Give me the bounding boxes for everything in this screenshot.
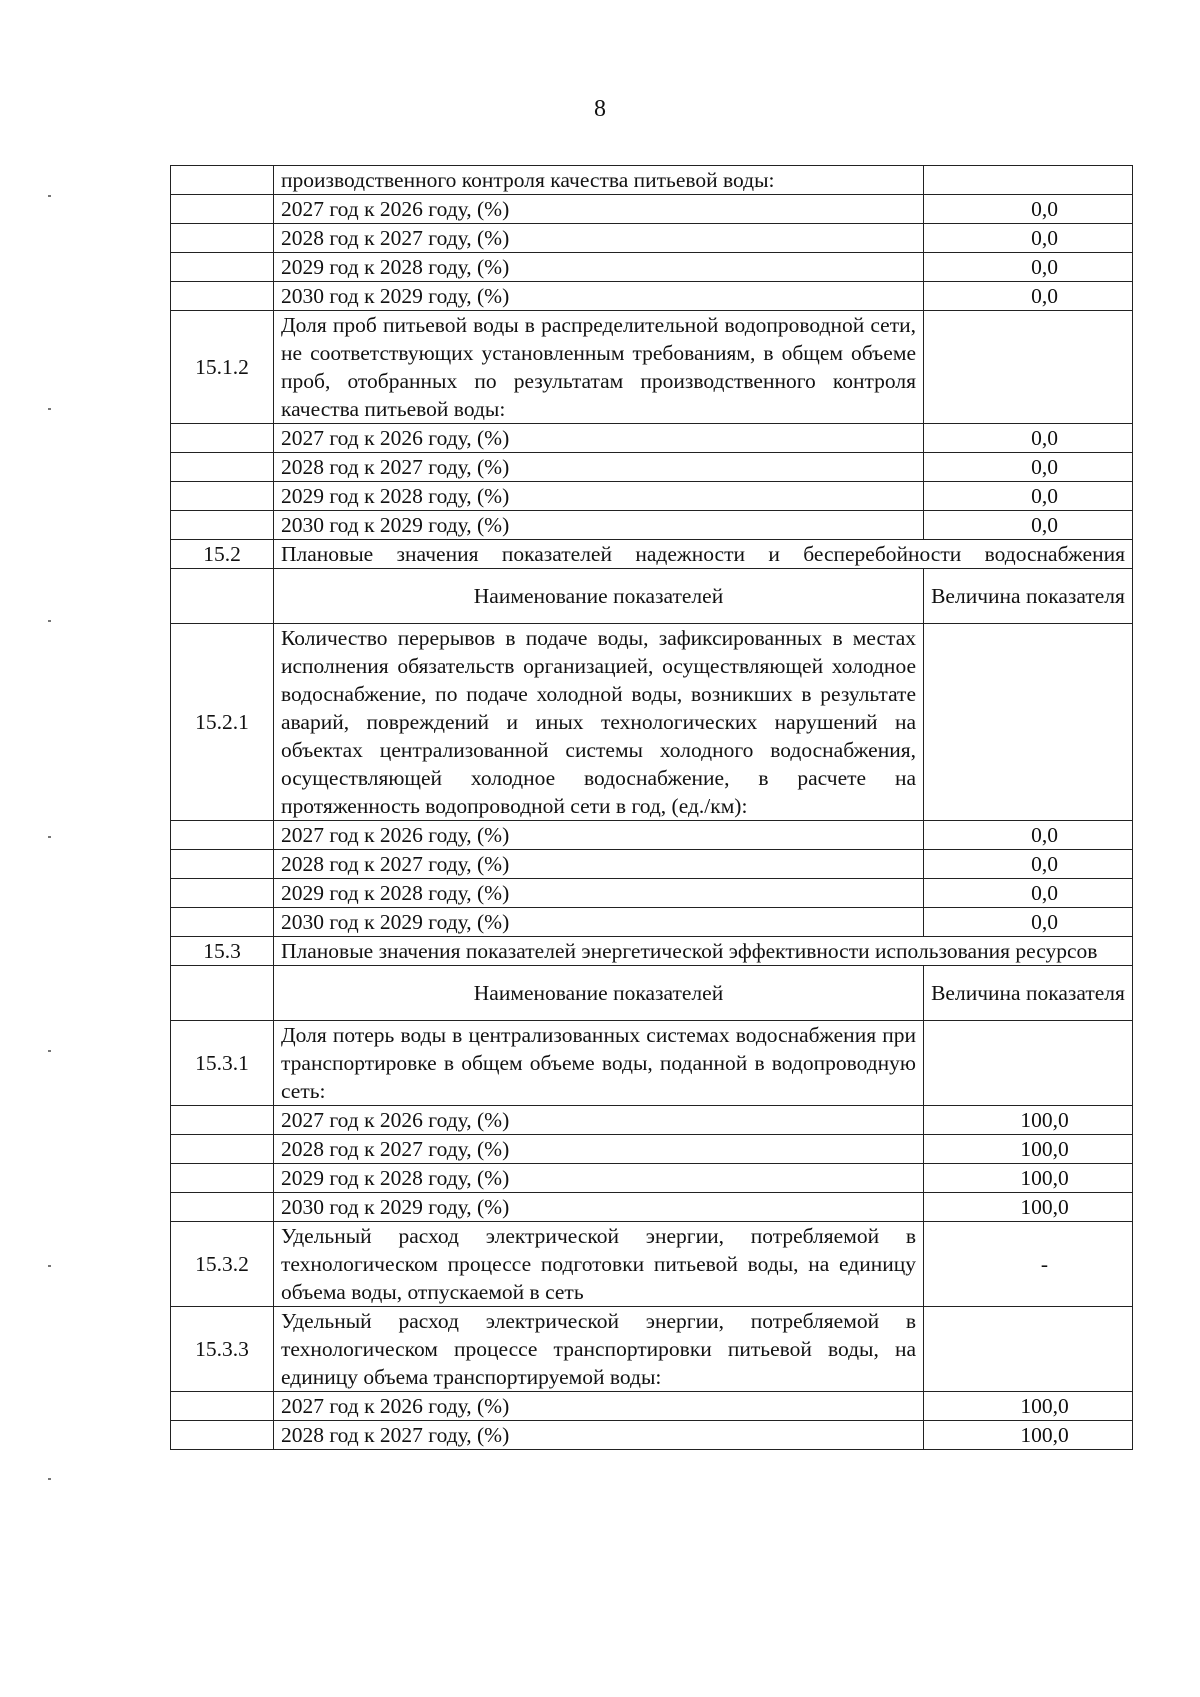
row-indicator-name: 2027 год к 2026 году, (%): [274, 821, 924, 850]
table-row: [171, 224, 1133, 253]
section-row: [171, 937, 1133, 966]
row-number: [171, 1392, 274, 1421]
table-row: [171, 850, 1133, 879]
row-number: [171, 424, 274, 453]
row-value: 100,0: [924, 1193, 1133, 1222]
row-indicator-name: производственного контроля качества питьевой воды:: [274, 166, 924, 195]
row-value: 0,0: [924, 511, 1133, 540]
section-number: 15.2: [171, 540, 274, 569]
row-indicator-name: 2028 год к 2027 году, (%): [274, 1421, 924, 1450]
row-number: [171, 908, 274, 937]
row-number: [171, 195, 274, 224]
table-row: [171, 1164, 1133, 1193]
row-indicator-name: Доля проб питьевой воды в распределительной водопроводной сети, не соответствующих установленным требованиям, в общем объеме проб, отобранных по результатам производственного контроля качества питьевой воды:: [274, 311, 924, 424]
table-row: [171, 908, 1133, 937]
table-row: [171, 482, 1133, 511]
row-indicator-name: 2027 год к 2026 году, (%): [274, 195, 924, 224]
row-value: 0,0: [924, 195, 1133, 224]
row-number: 15.1.2: [171, 311, 274, 424]
table-row: [171, 511, 1133, 540]
row-number: [171, 1135, 274, 1164]
row-indicator-name: 2029 год к 2028 году, (%): [274, 482, 924, 511]
table-row: [171, 1392, 1133, 1421]
row-value: 0,0: [924, 821, 1133, 850]
row-indicator-name: 2029 год к 2028 году, (%): [274, 879, 924, 908]
row-value: 100,0: [924, 1392, 1133, 1421]
header-name: Наименование показателей: [274, 569, 924, 624]
section-row: [171, 540, 1133, 569]
row-number: [171, 1106, 274, 1135]
row-indicator-name: Удельный расход электрической энергии, потребляемой в технологическом процессе подготовки питьевой воды, на единицу объема воды, отпускаемой в сеть: [274, 1222, 924, 1307]
header-row: [171, 569, 1133, 624]
row-number: 15.3.3: [171, 1307, 274, 1392]
row-value: 100,0: [924, 1135, 1133, 1164]
row-value: 100,0: [924, 1164, 1133, 1193]
row-indicator-name: 2030 год к 2029 году, (%): [274, 282, 924, 311]
row-number: [171, 224, 274, 253]
row-value: [924, 624, 1133, 821]
row-value: 100,0: [924, 1421, 1133, 1450]
row-number: [171, 282, 274, 311]
table-row: [171, 282, 1133, 311]
row-indicator-name: 2028 год к 2027 году, (%): [274, 1135, 924, 1164]
table-section-15-3-heading: [171, 937, 1133, 1021]
row-value: 0,0: [924, 253, 1133, 282]
row-value: 100,0: [924, 1106, 1133, 1135]
table-row: [171, 879, 1133, 908]
row-indicator-name: 2030 год к 2029 году, (%): [274, 908, 924, 937]
margin-mark: [48, 195, 51, 197]
row-value: 0,0: [924, 424, 1133, 453]
margin-mark: [48, 620, 51, 622]
row-number: [171, 1164, 274, 1193]
table-row: [171, 1421, 1133, 1450]
row-indicator-name: Доля потерь воды в централизованных системах водоснабжения при транспортировке в общем объеме воды, поданной в водопроводную сеть:: [274, 1021, 924, 1106]
header-empty-cell: [171, 966, 274, 1021]
row-number: [171, 850, 274, 879]
table-row: [171, 453, 1133, 482]
table-row: [171, 1021, 1133, 1106]
table-row: [171, 424, 1133, 453]
row-value: 0,0: [924, 224, 1133, 253]
indicators-table: [170, 165, 1133, 1450]
row-number: 15.3.1: [171, 1021, 274, 1106]
table-section-15-2: [171, 624, 1133, 937]
page-number: 8: [594, 96, 606, 122]
row-number: [171, 1193, 274, 1222]
row-number: [171, 482, 274, 511]
row-indicator-name: 2027 год к 2026 году, (%): [274, 424, 924, 453]
row-indicator-name: 2028 год к 2027 году, (%): [274, 850, 924, 879]
row-indicator-name: 2030 год к 2029 году, (%): [274, 1193, 924, 1222]
margin-mark: [48, 1265, 51, 1267]
margin-mark: [48, 408, 51, 410]
table-row: [171, 253, 1133, 282]
header-value: Величина показателя: [924, 966, 1133, 1021]
row-indicator-name: 2028 год к 2027 году, (%): [274, 453, 924, 482]
table-row: [171, 166, 1133, 195]
margin-mark: [48, 1050, 51, 1052]
row-indicator-name: 2029 год к 2028 году, (%): [274, 1164, 924, 1193]
table-section-15-3: [171, 1021, 1133, 1450]
table-row: [171, 311, 1133, 424]
row-number: [171, 879, 274, 908]
table-row: [171, 1307, 1133, 1392]
margin-mark: [48, 1478, 51, 1480]
row-indicator-name: 2027 год к 2026 году, (%): [274, 1106, 924, 1135]
table-section-15-1: [171, 166, 1133, 540]
section-title: Плановые значения показателей надежности и бесперебойности водоснабжения: [274, 540, 1133, 569]
header-empty-cell: [171, 569, 274, 624]
row-value: [924, 311, 1133, 424]
table-row: [171, 821, 1133, 850]
row-number: [171, 453, 274, 482]
row-value: [924, 1021, 1133, 1106]
row-number: [171, 1421, 274, 1450]
row-number: [171, 821, 274, 850]
header-row: [171, 966, 1133, 1021]
row-number: [171, 511, 274, 540]
row-value: [924, 1307, 1133, 1392]
table-section-15-2-heading: [171, 540, 1133, 624]
table-row: [171, 195, 1133, 224]
row-indicator-name: Количество перерывов в подаче воды, зафиксированных в местах исполнения обязательств организацией, осуществляющей холодное водоснабжение, по подаче холодной воды, возникших в результате аварий, повреждений и иных технологических нарушений на объектах централизованной системы холодного водоснабжения, осуществляющей холодное водоснабжение, в расчете на протяженность водопроводной сети в год, (ед./км):: [274, 624, 924, 821]
table-row: [171, 1135, 1133, 1164]
row-value: 0,0: [924, 482, 1133, 511]
row-indicator-name: Удельный расход электрической энергии, потребляемой в технологическом процессе транспортировки питьевой воды, на единицу объема транспортируемой воды:: [274, 1307, 924, 1392]
row-value: -: [924, 1222, 1133, 1307]
header-value: Величина показателя: [924, 569, 1133, 624]
row-value: [924, 166, 1133, 195]
margin-mark: [48, 836, 51, 838]
table-row: [171, 624, 1133, 821]
row-value: 0,0: [924, 282, 1133, 311]
row-value: 0,0: [924, 453, 1133, 482]
row-number: 15.3.2: [171, 1222, 274, 1307]
row-indicator-name: 2028 год к 2027 году, (%): [274, 224, 924, 253]
table-row: [171, 1106, 1133, 1135]
row-value: 0,0: [924, 879, 1133, 908]
header-name: Наименование показателей: [274, 966, 924, 1021]
row-number: [171, 166, 274, 195]
section-title: Плановые значения показателей энергетической эффективности использования ресурсов: [274, 937, 1133, 966]
row-number: 15.2.1: [171, 624, 274, 821]
table-row: [171, 1193, 1133, 1222]
row-number: [171, 253, 274, 282]
row-indicator-name: 2029 год к 2028 году, (%): [274, 253, 924, 282]
row-value: 0,0: [924, 850, 1133, 879]
table-row: [171, 1222, 1133, 1307]
row-value: 0,0: [924, 908, 1133, 937]
section-number: 15.3: [171, 937, 274, 966]
row-indicator-name: 2027 год к 2026 году, (%): [274, 1392, 924, 1421]
row-indicator-name: 2030 год к 2029 году, (%): [274, 511, 924, 540]
